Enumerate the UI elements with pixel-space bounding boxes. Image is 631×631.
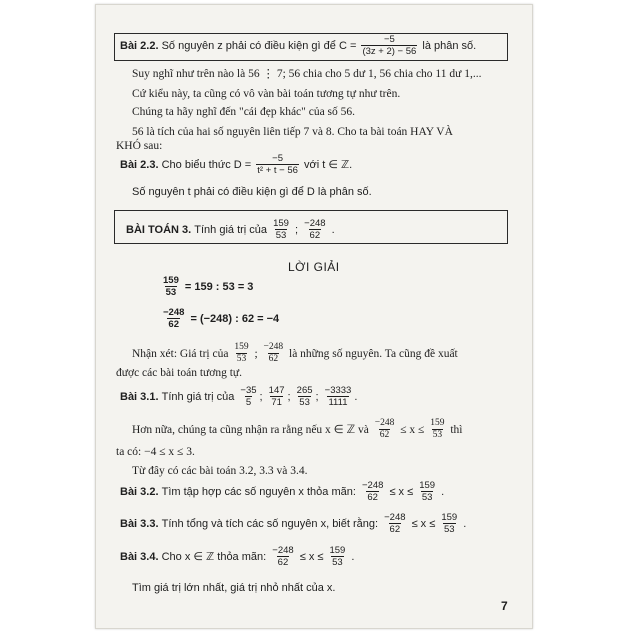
remark: Nhận xét: Giá trị của $\frac{159}{53}$ ; $\frac{-248}{62}$ là những số nguyên. Ta cũng đề xuất xyxy=(132,342,458,364)
page-number: 7 xyxy=(501,599,508,613)
exercise-2-3: Bài 2.3. Cho biểu thức D = $\frac{-5}{\text{t² + t − 56}}$ với t ∈ ℤ. xyxy=(120,153,353,176)
problem-3: BÀI TOÁN 3. Tính giá trị của $\frac{159}{53}$ ; $\frac{-248}{62}$ . xyxy=(126,218,335,241)
exercise-3-3: Bài 3.3. Tính tổng và tích các số nguyên x, biết rằng: $\frac{-248}{62}$ ≤ x ≤ $\frac{159}{53}$ . xyxy=(120,512,467,535)
paragraph-condition-line-2: ta có: −4 ≤ x ≤ 3. xyxy=(116,446,195,458)
solution-heading: LỜI GIẢI xyxy=(288,260,340,274)
exercise-3-4: Bài 3.4. Cho x ∈ ℤ thỏa mãn: $\frac{-248}{62}$ ≤ x ≤ $\frac{159}{53}$ . xyxy=(120,545,355,568)
remark-line-2: được các bài toán tương tự. xyxy=(116,367,243,379)
exercise-3-2: Bài 3.2. Tìm tập hợp các số nguyên x thỏa mãn: $\frac{-248}{62}$ ≤ x ≤ $\frac{159}{53}$ . xyxy=(120,480,445,503)
paragraph: Chúng ta hãy nghĩ đến "cái đẹp khác" của số 56. xyxy=(132,106,356,118)
paragraph-condition: Hơn nữa, chúng ta cũng nhận ra rằng nếu x ∈ ℤ và $\frac{-248}{62}$ ≤ x ≤ $\frac{159}{53}$ thì xyxy=(132,418,463,440)
book-page xyxy=(95,4,533,629)
paragraph: Cứ kiểu này, ta cũng có vô vàn bài toán tương tự như trên. xyxy=(132,88,401,100)
exercise-3-4-question: Tìm giá trị lớn nhất, giá trị nhỏ nhất của x. xyxy=(132,582,336,594)
exercise-3-1: Bài 3.1. Tính giá trị của $\frac{-35}{5}$ ; $\frac{147}{71}$ ; $\frac{265}{53}$ ; $\frac{-3333}{1111}$ . xyxy=(120,385,358,408)
paragraph: Suy nghĩ như trên nào là 56 ⋮ 7; 56 chia cho 5 dư 1, 56 chia cho 11 dư 1,... xyxy=(132,68,482,80)
calc-line-1: $\frac{159}{53}$ = 159 : 53 = 3 xyxy=(163,275,254,298)
calc-line-2: $\frac{-248}{62}$ = (−248) : 62 = −4 xyxy=(163,307,280,330)
paragraph: 56 là tích của hai số nguyên liên tiếp 7 và 8. Cho ta bài toán HAY VÀ xyxy=(132,126,453,138)
fraction: $\frac{-5}{\text{t² + t − 56}}$ xyxy=(257,153,298,176)
paragraph: Từ đây có các bài toán 3.2, 3.3 và 3.4. xyxy=(132,465,308,477)
paragraph: KHÓ sau: xyxy=(116,140,163,152)
exercise-2-2: Bài 2.2. Số nguyên z phải có điều kiện gì để C = $\frac{-5}{(3z + 2) - 56}$ là phân số. xyxy=(120,34,477,57)
fraction: $\frac{-5}{(3z + 2) - 56}$ xyxy=(362,34,417,57)
exercise-2-3-question: Số nguyên t phải có điều kiện gì để D là phân số. xyxy=(132,186,372,198)
